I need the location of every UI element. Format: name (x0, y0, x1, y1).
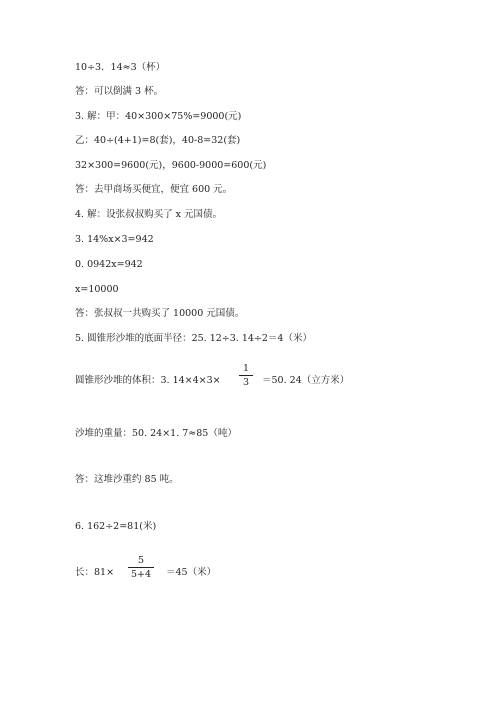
problem-3-line-b: 乙：40÷(4+1)=8(套)，40-8=32(套) (75, 135, 241, 146)
problem-4-eq-2: 0. 0942x=942 (75, 259, 143, 270)
problem-6-length-right: ＝45（米） (166, 567, 217, 578)
problem-3-line-c: 32×300=9600(元)，9600-9000=600(元) (75, 160, 267, 171)
fraction-denominator: 5+4 (130, 569, 152, 580)
problem-5-radius: 5. 圆锥形沙堆的底面半径：25. 12÷3. 14÷2＝4（米） (75, 333, 312, 344)
length-fraction (128, 555, 154, 580)
fraction-numerator: 5 (137, 555, 145, 566)
problem-4-answer: 答：张叔叔一共购买了 10000 元国债。 (75, 308, 245, 319)
problem-4-setup: 4. 解：设张叔叔购买了 x 元国债。 (75, 209, 222, 220)
problem-3-answer: 答：去甲商场买便宜，便宜 600 元。 (75, 184, 233, 195)
problem-3-line-a: 3. 解：甲：40×300×75%=9000(元) (75, 111, 242, 122)
problem-4-eq-1: 3. 14%x×3=942 (75, 234, 154, 245)
problem-5-volume-left: 圆锥形沙堆的体积：3. 14×4×3× (75, 375, 221, 386)
fraction-bar (128, 567, 154, 568)
problem-4-eq-3: x=10000 (75, 284, 119, 295)
calc-line-cups: 10÷3．14≈3（杯） (75, 62, 166, 73)
fraction-bar (239, 375, 253, 376)
answer-line-cups: 答：可以倒满 3 杯。 (75, 86, 164, 97)
problem-6-line: 6. 162÷2=81(米) (75, 521, 157, 532)
fraction-denominator: 3 (242, 377, 250, 388)
problem-6-length-left: 长：81× (75, 567, 115, 578)
problem-5-answer: 答：这堆沙重约 85 吨。 (75, 474, 179, 485)
problem-5-volume-right: ＝50. 24（立方米） (262, 375, 350, 386)
problem-5-weight: 沙堆的重量：50. 24×1. 7≈85（吨） (75, 428, 237, 439)
volume-fraction (239, 363, 253, 388)
fraction-numerator: 1 (242, 363, 250, 374)
